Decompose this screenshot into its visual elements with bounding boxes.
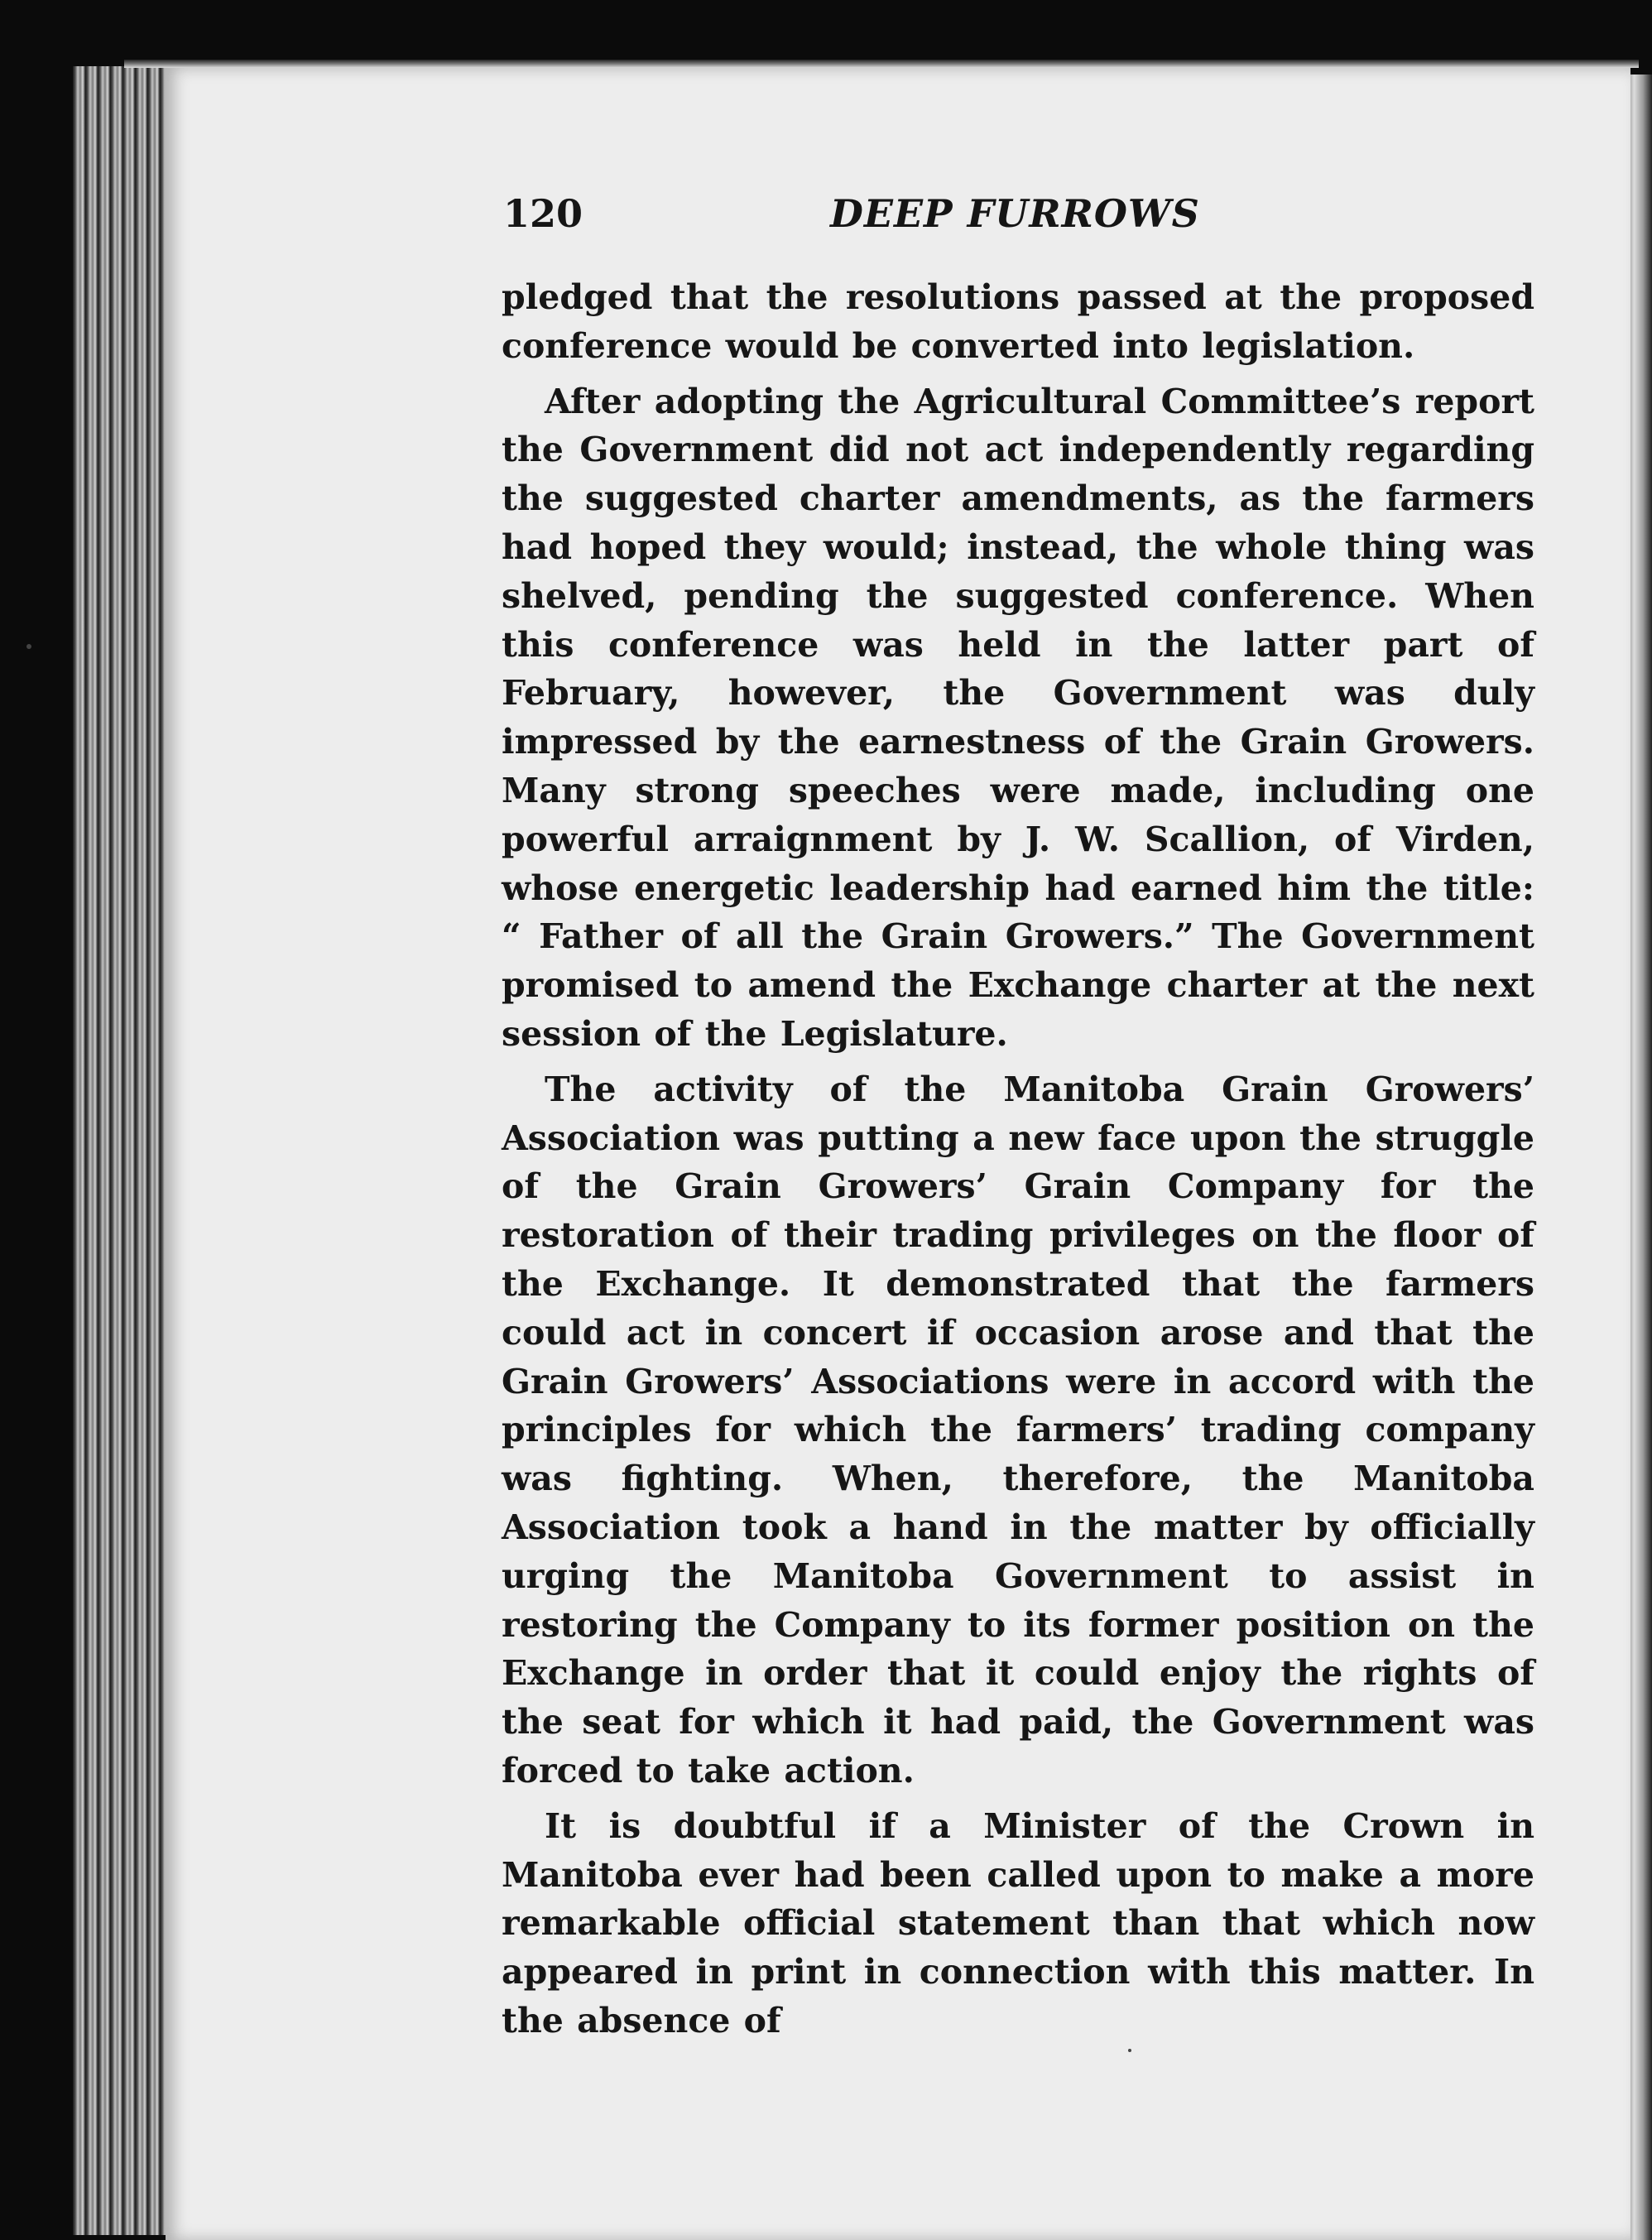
body-text	[502, 273, 1534, 2052]
page-top-edge	[124, 60, 1639, 68]
running-title: DEEP FURROWS	[830, 191, 1200, 236]
paragraph-2: After adopting the Agricultural Committee’s report the Government did not act independently regarding the suggested charter amendments, as the farmers had hoped they would; instead, the whole thing was shelved, pending the suggested conference. When this conference was held in the latter part of February, however, the Government was duly impressed by the earnestness of the Grain Growers. Many strong speeches were made, including one powerful arraignment by J. W. Scallion, of Virden, whose energetic leadership had earned him the title: “ Father of all the Grain Growers.” The Government promised to amend the Exchange charter at the next session of the Legislature.	[502, 381, 1534, 1054]
running-head	[503, 189, 1531, 238]
paragraph-3: The activity of the Manitoba Grain Growers’ Association was putting a new face upon the struggle of the Grain Growers’ Grain Company for the restoration of their trading privileges on the floor of the Exchange. It demonstrated that the farmers could act in concert if occasion arose and that the Grain Growers’ Associations were in accord with the principles for which the farmers’ trading company was fighting. When, therefore, the Manitoba Association took a hand in the matter by officially urging the Manitoba Government to assist in restoring the Company to its former position on the Exchange in order that it could enjoy the rights of the seat for which it had paid, the Government was forced to take action.	[502, 1069, 1534, 1791]
scan-speck	[26, 644, 31, 649]
page-number: 120	[503, 191, 583, 236]
paragraph-4: It is doubtful if a Minister of the Crown in Manitoba ever had been called upon to make a more remarkable official statement than that which now appeared in print in connection with this matter. In the absence of	[502, 1805, 1534, 2041]
paragraph-1: pledged that the resolutions passed at the proposed conference would be converted into legislation.	[502, 277, 1534, 366]
